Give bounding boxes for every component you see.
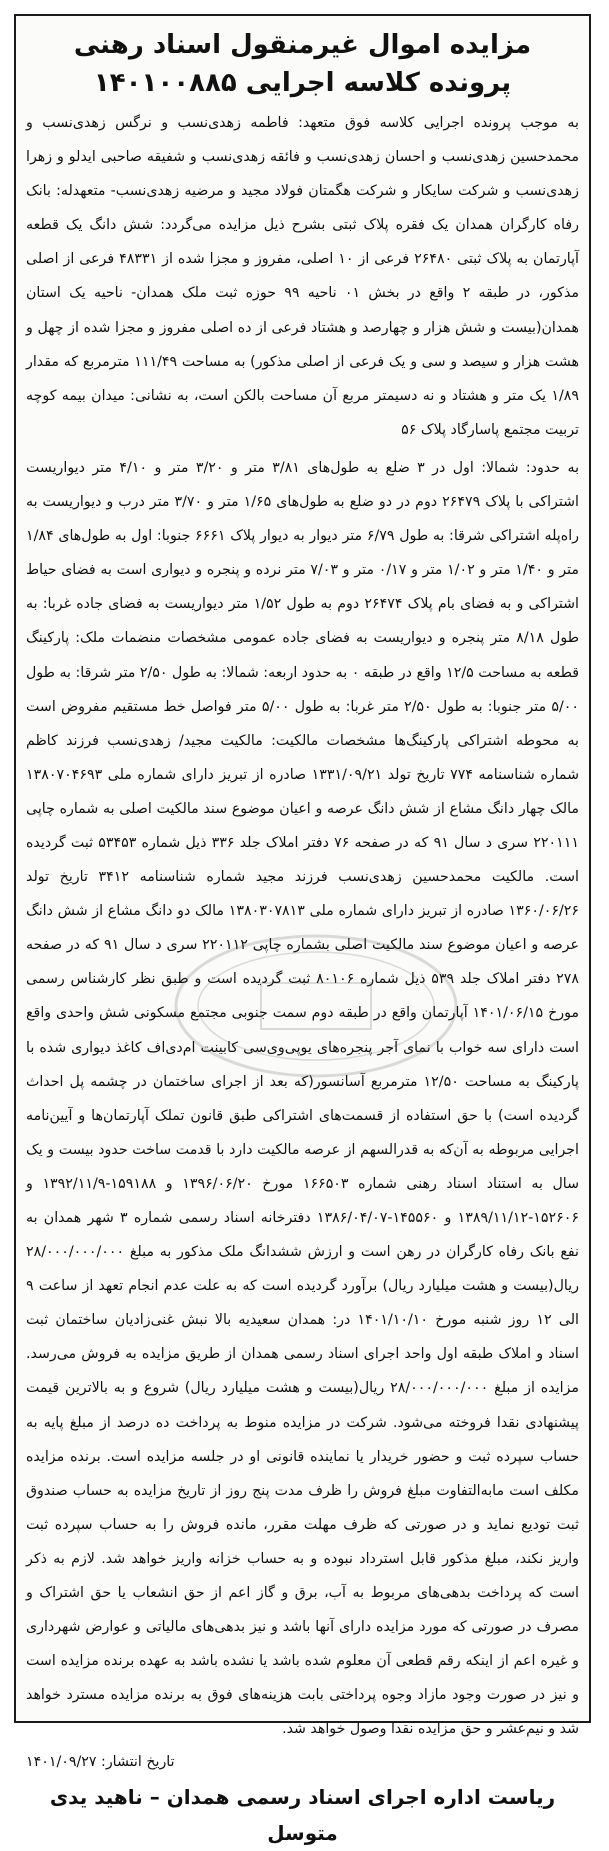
- file-number-title: پرونده کلاسه اجرایی ۱۴۰۱۰۰۸۸۵: [93, 68, 512, 98]
- notice-paragraph-details: به حدود: شمالا: اول در ۳ ضلع به طول‌های ۳/۸۱ متر و ۳/۲۰ متر و ۴/۱۰ متر دیواریست اشتراکی با پلاک ۲۶۴۷۹ دوم در دو ضلع به طول‌های ۱/۶۵ متر و ۳/۷۰ متر درب و دیواریست به راه‌پله اشتراکی شرقا: به طول ۶/۷۹ متر دیوار به دیوار پلاک ۶۶۶۱ جنوبا: اول به طول‌های ۱/۸۴ متر و ۱/۴۰ متر و ۱/۰۲ متر و ۰/۱۷ متر و ۷/۰۳ متر نرده و پنجره و دیواری است به فضای حیاط اشتراکی و به فضای بام پلاک ۲۶۴۷۴ دوم به طول ۱/۵۲ متر دیواریست به فضای جاده غربا: به طول ۸/۱۸ متر پنجره و دیواریست به فضای جاده عمومی مشخصات منضمات ملک: پارکینگ قطعه به مساحت ۱۲/۵ واقع در طبقه ۰ به حدود اربعه: شمالا: به طول ۲/۵۰ متر شرقا: به طول ۵/۰۰ متر جنوبا: به طول ۲/۵۰ متر غربا: به طول ۵/۰۰ متر فواصل خط مستقیم مفروض است به محوطه اشتراکی پارکینگ‌ها مشخصات مالکیت: مالکیت مجید/ زهدی‌نسب فرزند کاظم شماره شناسنامه ۷۷۴ تاریخ تولد ۱۳۳۱/۰۹/۲۱ صادره از تبریز دارای شماره ملی ۱۳۸۰۷۰۴۶۹۳ مالک چهار دانگ مشاع از شش دانگ عرصه و اعیان موضوع سند مالکیت اصلی به شماره چاپی ۲۲۰۱۱۱ سری د سال ۹۱ که در صفحه ۷۶ دفتر املاک جلد ۳۳۶ ذیل شماره ۵۳۴۵۳ ثبت گردیده است. مالکیت محمدحسین زهدی‌نسب فرزند مجید شماره شناسنامه ۳۴۱۲ تاریخ تولد ۱۳۶۰/۰۶/۲۶ صادره از تبریز دارای شماره ملی ۱۳۸۰۳۰۷۸۱۳ مالک دو دانگ مشاع از شش دانگ عرصه و اعیان موضوع سند مالکیت اصلی بشماره چاپی ۲۲۰۱۱۲ سری د سال ۹۱ که در صفحه ۲۷۸ دفتر املاک جلد ۵۳۹ ذیل شماره ۸۰۱۰۶ ثبت گردیده است و طبق نظر کارشناس رسمی مورخ ۱۴۰۱/۰۶/۱۵ آپارتمان واقع در طبقه دوم سمت جنوبی مجتمع مسکونی شش واحدی واقع است دارای سه خواب با نمای آجر پنجره‌های یوپی‌وی‌سی کابینت ام‌دی‌اف کاغذ دیواری شده با پارکینگ به مساحت ۱۲/۵۰ مترمربع آسانسور(که بعد از اجرای ساختمان در چشمه پل احداث گردیده است) با حق استفاده از قسمت‌های اشتراکی طبق قانون تملک آپارتمان‌ها و آیین‌نامه اجرایی مربوطه به آن‌که به قدرالسهم از عرصه مالکیت دارد با قدمت ساخت حدود بیست و یک سال به استناد اسناد رهنی شماره ۱۶۶۵۰۳ مورخ ۱۳۹۶/۰۶/۲۰ و ۱۵۹۱۸۸-۱۳۹۲/۱۱/۹ و ۱۵۲۶۰۶-۱۳۸۹/۱۱/۱۲ و ۱۴۵۵۶۰-۱۳۸۶/۰۴/۰۷ دفترخانه اسناد رسمی شماره ۳ شهر همدان به نفع بانک رفاه کارگران در رهن است و ارزش ششدانگ ملک مذکور به مبلغ ۲۸/۰۰۰/۰۰۰/۰۰۰ ریال(بیست و هشت میلیارد ریال) برآورد گردیده است که به علت عدم انجام تعهد از ساعت ۹ الی ۱۲ روز شنبه مورخ ۱۴۰۱/۱۰/۱۰ در: همدان سعیدیه بالا نبش غنی‌زادیان ساختمان ثبت اسناد و املاک طبقه اول واحد اجرای اسناد رسمی همدان از طریق مزایده به فروش می‌رسد. مزایده از مبلغ ۲۸/۰۰۰/۰۰۰/۰۰۰ ریال(بیست و هشت میلیارد ریال) شروع و به بالاترین قیمت پیشنهادی نقدا فروخته می‌شود. شرکت در مزایده منوط به پرداخت ده درصد از مبلغ پایه به حساب سپرده ثبت و حضور خریدار یا نماینده قانونی او در جلسه مزایده است. برنده مزایده مکلف است مابه‌التفاوت مبلغ فروش را ظرف مدت پنج روز از تاریخ مزایده به حساب صندوق ثبت تودیع نماید و در صورتی که ظرف مهلت مقرر، مانده فروش را به حساب سپرده ثبت واریز نکند، مبلغ مذکور قابل استرداد نبوده و به حساب خزانه واریز خواهد شد. لازم به ذکر است که پرداخت بدهی‌های مربوط به آب، برق و گاز اعم از حق انشعاب یا حق اشتراک و مصرف در صورتی که مورد مزایده دارای آنها باشد و نیز بدهی‌های مالیاتی و عوارض شهرداری و غیره اعم از اینکه رقم قطعی آن معلوم شده باشد یا نشده باشد به عهده برنده مزایده است و نیز در صورت وجود مازاد وجوه پرداختی بابت هزینه‌های فوق به برنده مزایده مسترد خواهد شد و نیم‌عشر و حق مزایده نقدا وصول خواهد شد.: [26, 459, 580, 1738]
- notice-paragraph-property: به موجب پرونده اجرایی کلاسه فوق متعهد: فاطمه زهدی‌نسب و نرگس زهدی‌نسب و محمدحسین زهدی‌نسب و احسان زهدی‌نسب و فائقه زهدی‌نسب و شفیقه صاحبی ایدلو و زهرا زهدی‌نسب و شرکت سایکار و شرکت هگمتان فولاد مجید و مرضیه زهدی‌نسب- متعهدله: بانک رفاه کارگران همدان یک فقره پلاک ثبتی بشرح ذیل مزایده می‌گردد: شش دانگ یک قطعه آپارتمان به پلاک ثبتی ۲۶۴۸۰ فرعی از ۱۰ اصلی، مفروز و مجزا شده از ۴۸۳۳۱ فرعی از اصلی مذکور، در طبقه ۲ واقع در بخش ۰۱ ناحیه ۹۹ حوزه ثبت ملک همدان- ناحیه یک استان همدان(بیست و شش هزار و چهارصد و هشتاد فرعی از ده اصلی مفروز و مجزا شده از چهل و هشت هزار و سیصد و سی و یک فرعی از اصلی مذکور) به مساحت ۱۱۱/۴۹ مترمربع که مقدار ۱/۸۹ یک متر و هشتاد و نه دسیمتر مربع آن مساحت بالکن است، به نشانی: میدان بیمه کوچه تربیت مجتمع پاسارگاد پلاک ۵۶: [26, 115, 580, 438]
- signature-line: ریاست اداره اجرای اسناد رسمی همدان – ناهید یدی متوسل: [49, 1784, 556, 1845]
- auction-notice: [14, 14, 591, 1845]
- notice-title: مزایده اموال غیرمنقول اسناد رهنی: [73, 30, 532, 60]
- publish-date: تاریخ انتشار: ۱۴۰۱/۰۹/۲۷: [26, 1753, 175, 1770]
